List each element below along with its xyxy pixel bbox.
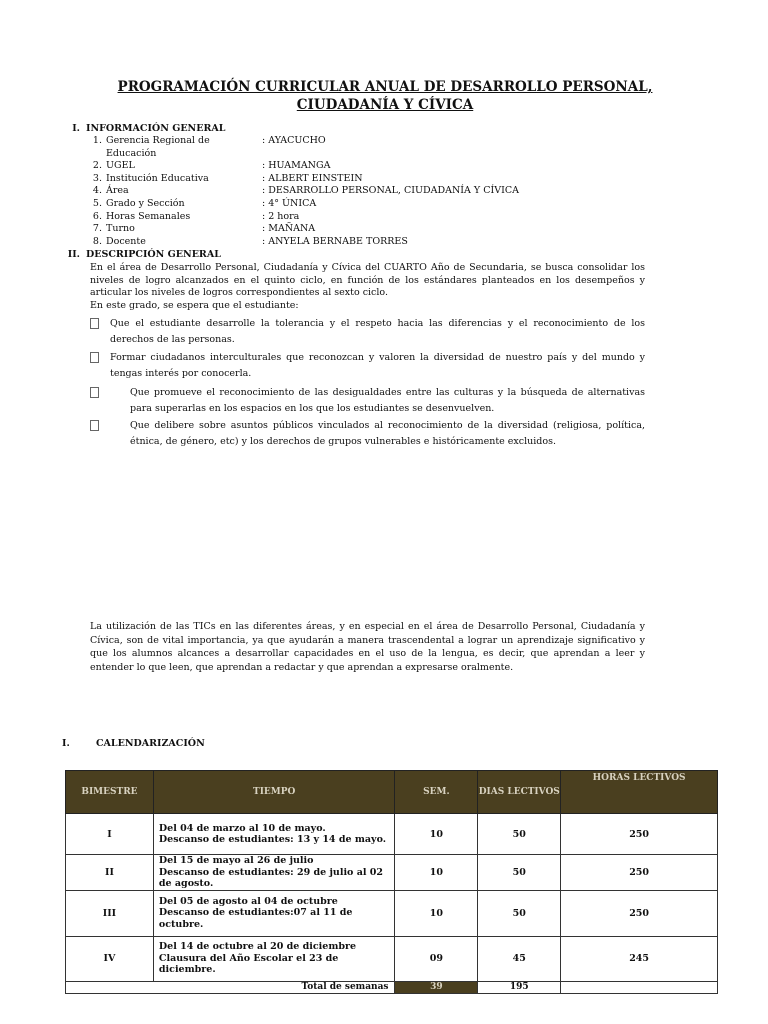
- cell-dias: 50: [478, 855, 561, 891]
- cell-tiempo: [153, 890, 395, 936]
- info-row-area: [90, 185, 519, 198]
- info-index: 7.: [92, 223, 102, 235]
- info-value: : ALBERT EINSTEIN: [262, 173, 363, 186]
- cell-tiempo: [153, 855, 395, 891]
- info-row-grado: [90, 198, 519, 211]
- section-number: II.: [67, 249, 80, 260]
- info-row-docente: [90, 236, 519, 249]
- cell-bimestre: II: [66, 855, 154, 891]
- info-label: Área: [106, 185, 129, 197]
- general-info-list: [90, 135, 519, 248]
- section-informacion-general: [62, 123, 225, 135]
- table-total-row: [66, 981, 718, 993]
- info-value: : MAÑANA: [262, 223, 315, 236]
- expectation-line: En este grado, se espera que el estudiante:: [90, 300, 299, 311]
- cell-horas: 250: [561, 855, 718, 891]
- info-label: Turno: [106, 223, 135, 235]
- tiempo-line-1: Del 15 de mayo al 26 de julio: [158, 855, 314, 866]
- info-label: UGEL: [106, 160, 135, 172]
- info-value: : ANYELA BERNABE TORRES: [262, 236, 408, 249]
- cell-dias: 50: [478, 814, 561, 855]
- cell-bimestre: I: [66, 814, 154, 855]
- header-horas-lectivos: HORAS LECTIVOS: [561, 771, 718, 814]
- info-label: Gerencia Regional de Educación: [106, 135, 210, 159]
- section-calendarizacion: [62, 738, 205, 750]
- tiempo-line-2: Descanso de estudiantes: 29 de julio al 02 de agosto.: [158, 866, 383, 889]
- table-row: [66, 890, 718, 936]
- tiempo-line-1: Del 04 de marzo al 10 de mayo.: [158, 822, 326, 834]
- section-descripcion-general: [62, 249, 221, 261]
- table-row: [66, 936, 718, 981]
- info-index: 2.: [92, 160, 102, 172]
- bullet-box-icon: [90, 420, 99, 431]
- cell-horas: 250: [561, 890, 718, 936]
- bullet-box-icon: [90, 318, 99, 329]
- bullet-item-3: [90, 385, 645, 417]
- bullet-text: Que promueve el reconocimiento de las desigualdades entre las culturas y la búsqueda de alternativas para superarlas en los espacios en los que los estudiantes se desenvuelven.: [130, 387, 645, 414]
- tiempo-line-1: Del 14 de octubre al 20 de diciembre: [158, 941, 357, 953]
- info-label: Institución Educativa: [106, 172, 209, 184]
- cell-horas: 250: [561, 814, 718, 855]
- info-index: 8.: [92, 235, 102, 247]
- cell-horas: 245: [561, 936, 718, 981]
- cell-bimestre: IV: [66, 936, 154, 981]
- info-row-institucion: [90, 173, 519, 186]
- info-index: 1.: [92, 135, 102, 146]
- tiempo-line-2: Descanso de estudiantes: 13 y 14 de mayo.: [158, 834, 387, 845]
- bullet-item-1: [90, 316, 645, 348]
- total-dias: 195: [478, 981, 561, 993]
- cell-sem: 10: [395, 855, 478, 891]
- bullet-box-icon: [90, 387, 99, 398]
- header-dias-lectivos: DIAS LECTIVOS: [478, 771, 561, 814]
- tiempo-line-2: Descanso de estudiantes:07 al 11 de octubre.: [158, 907, 353, 930]
- cell-sem: 10: [395, 814, 478, 855]
- cell-tiempo: [153, 814, 395, 855]
- info-row-gerencia: [90, 135, 519, 160]
- calendar-table: [65, 770, 718, 994]
- info-row-ugel: [90, 160, 519, 173]
- section-heading: INFORMACIÓN GENERAL: [86, 123, 226, 134]
- info-label: Horas Semanales: [106, 210, 191, 222]
- tics-paragraph: La utilización de las TICs en las diferentes áreas, y en especial en el área de Desarrollo Personal, Ciudadanía y Cívica, son de vital importancia, ya que ayudarán a manera trascendental a lograr un aprendizaje significativo y que los alumnos alcances a desarrollar capacidades en el uso de la lengua, es decir, que aprendan a leer y entender lo que leen, que aprendan a redactar y que aprendan a expresarse oralmente.: [90, 621, 645, 673]
- info-index: 6.: [92, 210, 102, 222]
- header-sem: SEM.: [395, 771, 478, 814]
- info-value: : HUAMANGA: [262, 160, 330, 173]
- cell-tiempo: [153, 936, 395, 981]
- description-paragraph: En el área de Desarrollo Personal, Ciudadanía y Cívica del CUARTO Año de Secundaria, se busca consolidar los niveles de logro alcanzados en el quinto ciclo, en función de los estándares planteados en los desempeños y articular los niveles de logros correspondientes al sexto ciclo.: [90, 262, 645, 299]
- info-index: 5.: [92, 197, 102, 209]
- bullet-item-4: [90, 418, 645, 450]
- tiempo-line-2: Clausura del Año Escolar el 23 de diciembre.: [158, 952, 339, 976]
- cell-dias: 50: [478, 890, 561, 936]
- document-title: PROGRAMACIÓN CURRICULAR ANUAL DE DESARROLLO PERSONAL, CIUDADANÍA Y CÍVICA: [117, 79, 653, 113]
- header-bimestre: BIMESTRE: [66, 771, 154, 814]
- cell-sem: 10: [395, 890, 478, 936]
- info-value: : DESARROLLO PERSONAL, CIUDADANÍA Y CÍVICA: [262, 185, 519, 198]
- header-tiempo: TIEMPO: [153, 771, 395, 814]
- info-index: 4.: [92, 185, 102, 197]
- table-row: [66, 855, 718, 891]
- total-horas-empty: [561, 981, 718, 993]
- bullet-box-icon: [90, 352, 99, 363]
- section-number: I.: [62, 738, 70, 749]
- cell-sem: 09: [395, 936, 478, 981]
- bullet-text: Que el estudiante desarrolle la tolerancia y el respeto hacia las diferencias y el reconocimiento de los derechos de las personas.: [110, 318, 645, 345]
- info-value: : 4° ÚNICA: [262, 198, 316, 211]
- cell-bimestre: III: [66, 890, 154, 936]
- info-value: : 2 hora: [262, 211, 299, 224]
- section-heading: CALENDARIZACIÓN: [96, 738, 205, 749]
- info-row-horas: [90, 211, 519, 224]
- info-label: Docente: [106, 235, 146, 247]
- table-row: [66, 814, 718, 855]
- cell-dias: 45: [478, 936, 561, 981]
- info-label: Grado y Sección: [106, 197, 185, 209]
- total-sem: 39: [395, 981, 478, 993]
- info-row-turno: [90, 223, 519, 236]
- section-number: I.: [72, 123, 80, 134]
- bullet-item-2: [90, 350, 645, 382]
- bullet-text: Formar ciudadanos interculturales que reconozcan y valoren la diversidad de nuestro país y del mundo y tengas interés por conocerla.: [110, 352, 645, 379]
- table-header-row: [66, 771, 718, 814]
- total-label: Total de semanas: [66, 981, 395, 993]
- section-heading: DESCRIPCIÓN GENERAL: [86, 249, 221, 260]
- tiempo-line-1: Del 05 de agosto al 04 de octubre: [158, 895, 338, 907]
- info-index: 3.: [92, 172, 102, 184]
- info-value: : AYACUCHO: [262, 135, 326, 160]
- bullet-text: Que delibere sobre asuntos públicos vinculados al reconocimiento de la diversidad (religiosa, política, étnica, de género, etc) y los derechos de grupos vulnerables e históricamente excluidos.: [130, 420, 645, 447]
